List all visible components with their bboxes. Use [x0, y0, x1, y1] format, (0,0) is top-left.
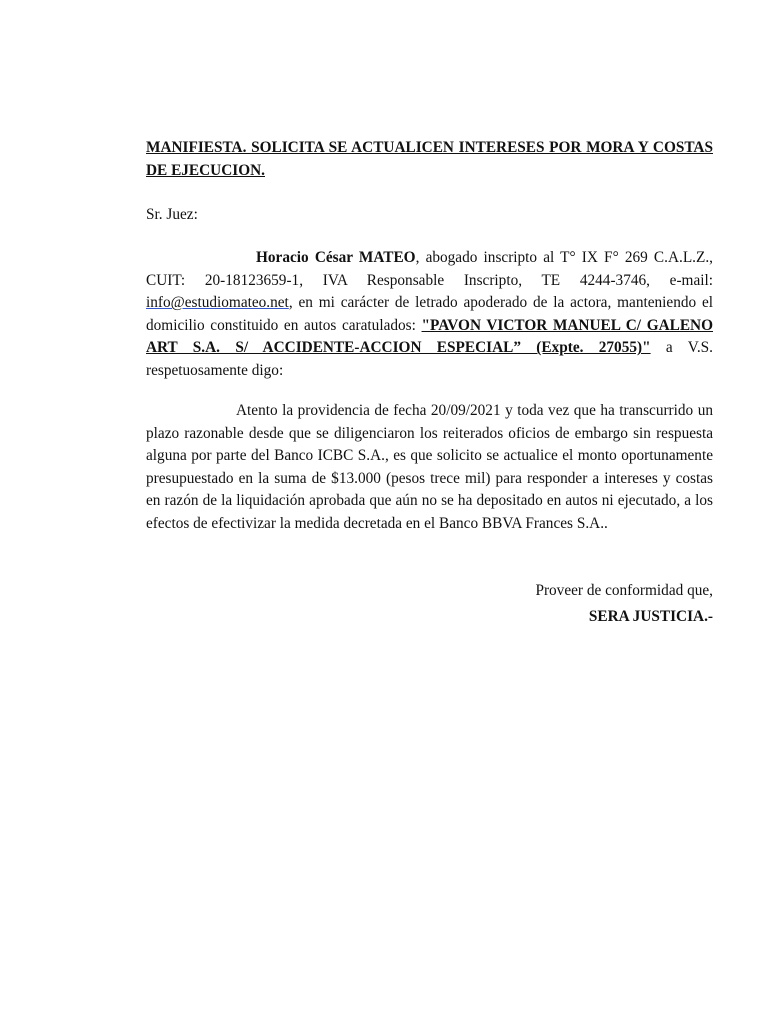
email-link[interactable]: info@estudiomateo.net	[146, 294, 289, 312]
author-name: Horacio César MATEO	[256, 249, 416, 266]
paragraph1-text-a: , abogado inscripto al T° IX F° 269 C.A.L.Z., CUIT: 20-18123659-1, IVA Responsable Inscripto, TE 4244-3746, e-mail:	[146, 249, 713, 289]
paragraph1-text-b: , en mi carácter de letrado apoderado de la actora, manteniendo el domicilio constituido en autos caratulados:	[146, 294, 713, 334]
paragraph-presentation	[146, 247, 713, 383]
paragraph-request	[146, 400, 713, 536]
closing-line-1: Proveer de conformidad que,	[535, 582, 713, 599]
closing-line-2: SERA JUSTICIA.-	[588, 608, 713, 625]
greeting: Sr. Juez:	[146, 206, 198, 223]
document-title: MANIFIESTA. SOLICITA SE ACTUALICEN INTERESES POR MORA Y COSTAS DE EJECUCION.	[146, 139, 713, 179]
case-title: "PAVON VICTOR MANUEL C/ GALENO ART S.A. S/ ACCIDENTE-ACCION ESPECIAL” (Expte. 27055)"	[146, 316, 713, 357]
paragraph2-text: Atento la providencia de fecha 20/09/2021 y toda vez que ha transcurrido un plazo razonable desde que se diligenciaron los reiterados oficios de embargo sin respuesta alguna por parte del Banco ICBC S.A., es que solicito se actualice el monto oportunamente presupuestado en la suma de $13.000 (pesos trece mil) para responder a intereses y costas en razón de la liquidación aprobada que aún no se ha depositado en autos ni ejecutado, a los efectos de efectivizar la medida decretada en el Banco BBVA Frances S.A..	[146, 402, 713, 532]
paragraph1-text-c: a V.S. respetuosamente digo:	[146, 339, 713, 379]
document-page	[146, 137, 713, 625]
